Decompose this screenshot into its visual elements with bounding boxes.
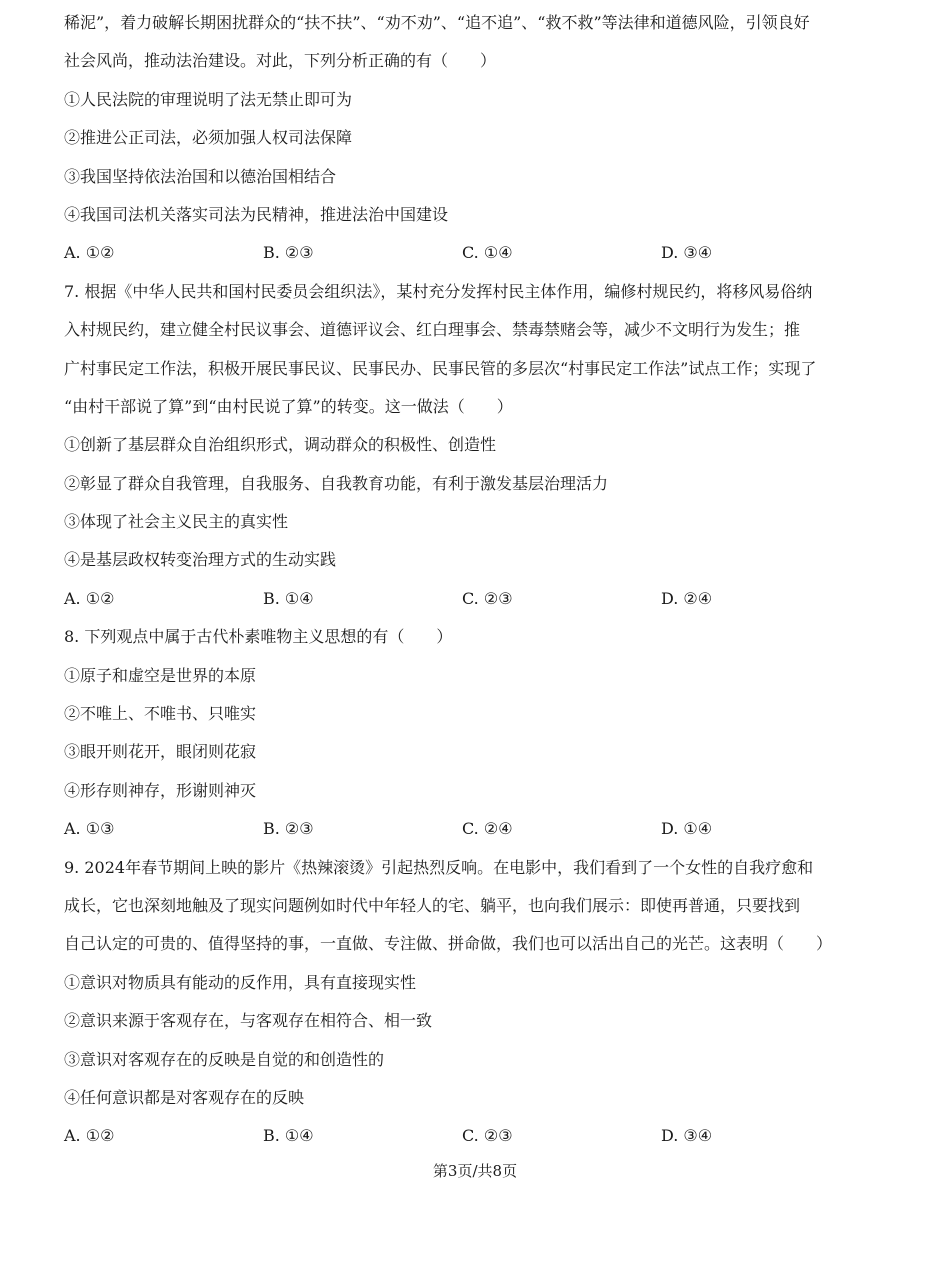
question-stem-line: 自己认定的可贵的、值得坚持的事，一直做、专注做、拼命做，我们也可以活出自己的光芒。这表明（ ） (64, 934, 833, 954)
question-9 (64, 849, 874, 1156)
option-a: A. ①② (64, 588, 115, 608)
statement-1: ①意识对物质具有能动的反作用，具有直接现实性 (64, 972, 417, 992)
answer-options (64, 580, 874, 618)
option-b: B. ②③ (263, 243, 314, 263)
statement-2: ②不唯上、不唯书、只唯实 (64, 704, 257, 724)
question-7 (64, 273, 874, 619)
page-number: 第3页/共8页 (432, 1162, 518, 1180)
statement-2: ②彰显了群众自我管理，自我服务、自我教育功能，有利于激发基层治理活力 (64, 473, 609, 493)
question-8 (64, 618, 874, 848)
question-stem-line: 稀泥”，着力破解长期困扰群众的“扶不扶”、“劝不劝”、“追不追”、“救不救”等法律和道德风险，引领良好 (64, 13, 810, 32)
statement-3: ③我国坚持依法治国和以德治国相结合 (64, 166, 337, 186)
statement-4: ④是基层政权转变治理方式的生动实践 (64, 550, 337, 570)
option-a: A. ①③ (64, 819, 115, 839)
question-stem-line: 广村事民定工作法，积极开展民事民议、民事民办、民事民管的多层次“村事民定工作法”试点工作；实现了 (64, 358, 817, 378)
statement-3: ③意识对客观存在的反映是自觉的和创造性的 (64, 1049, 385, 1069)
option-d: D. ①④ (661, 819, 713, 839)
statement-2: ②推进公正司法，必须加强人权司法保障 (64, 128, 353, 148)
statement-4: ④我国司法机关落实司法为民精神，推进法治中国建设 (64, 204, 449, 224)
answer-options (64, 234, 874, 272)
question-6 (64, 4, 874, 273)
statement-4: ④形存则神存，形谢则神灭 (64, 780, 257, 800)
option-c: C. ②④ (462, 819, 513, 839)
answer-options (64, 1117, 874, 1155)
statement-1: ①创新了基层群众自治组织形式，调动群众的积极性、创造性 (64, 435, 497, 455)
question-stem-line: 8. 下列观点中属于古代朴素唯物主义思想的有（ ） (64, 627, 453, 647)
statement-1: ①人民法院的审理说明了法无禁止即可为 (64, 89, 353, 109)
option-d: D. ③④ (661, 243, 713, 263)
option-c: C. ②③ (462, 588, 513, 608)
page-content (64, 4, 874, 1156)
statement-4: ④任何意识都是对客观存在的反映 (64, 1087, 305, 1107)
option-c: C. ②③ (462, 1126, 513, 1146)
option-c: C. ①④ (462, 243, 513, 263)
question-stem-line: “由村干部说了算”到“由村民说了算”的转变。这一做法（ ） (64, 396, 513, 416)
answer-options (64, 810, 874, 848)
question-stem-line: 入村规民约，建立健全村民议事会、道德评议会、红白理事会、禁毒禁赌会等，减少不文明行为发生；推 (64, 320, 801, 340)
question-stem-line: 社会风尚，推动法治建设。对此，下列分析正确的有（ ） (64, 51, 497, 71)
question-stem-line: 7. 根据《中华人民共和国村民委员会组织法》，某村充分发挥村民主体作用，编修村规民约，将移风易俗纳 (64, 281, 813, 301)
statement-2: ②意识来源于客观存在，与客观存在相符合、相一致 (64, 1011, 433, 1031)
option-d: D. ③④ (661, 1126, 713, 1146)
option-b: B. ①④ (263, 588, 314, 608)
option-a: A. ①② (64, 243, 115, 263)
option-b: B. ②③ (263, 819, 314, 839)
option-d: D. ②④ (661, 588, 713, 608)
option-b: B. ①④ (263, 1126, 314, 1146)
statement-3: ③体现了社会主义民主的真实性 (64, 512, 289, 532)
statement-3: ③眼开则花开，眼闭则花寂 (64, 742, 257, 762)
option-a: A. ①② (64, 1126, 115, 1146)
question-stem-line: 9. 2024年春节期间上映的影片《热辣滚烫》引起热烈反响。在电影中，我们看到了一个女性的自我疗愈和 (64, 857, 814, 877)
statement-1: ①原子和虚空是世界的本原 (64, 665, 257, 685)
question-stem-line: 成长，它也深刻地触及了现实问题例如时代中年轻人的宅、躺平，也向我们展示：即使再普通，只要找到 (64, 895, 801, 915)
